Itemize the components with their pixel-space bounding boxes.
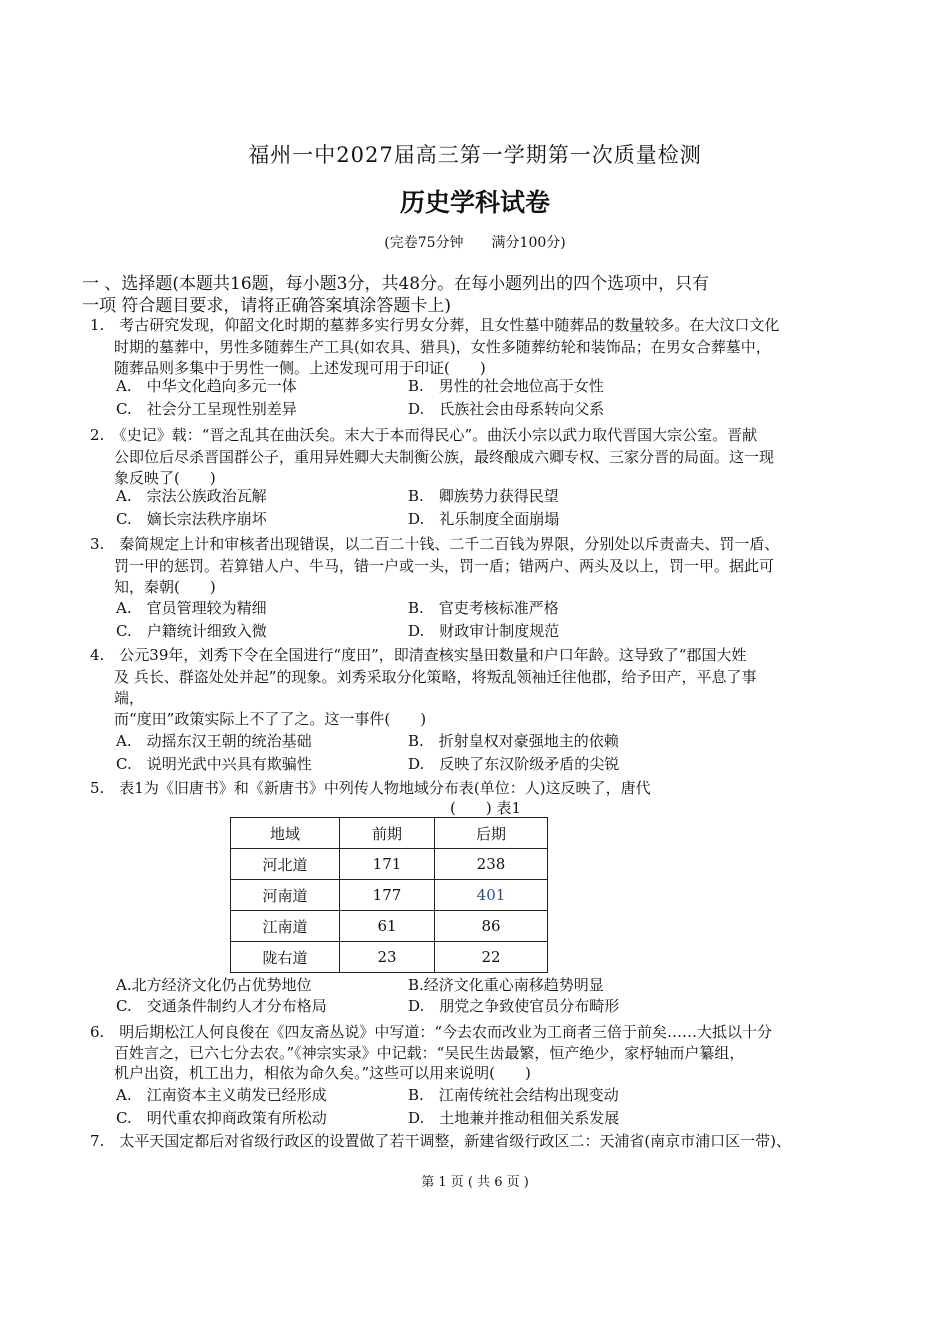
question-3-option-d[interactable]: D. 财政审计制度规范 bbox=[408, 622, 560, 640]
table-row bbox=[231, 911, 548, 942]
question-3-line3: 知，秦朝( ) bbox=[114, 578, 216, 596]
table-row bbox=[231, 849, 548, 880]
question-1-line1: 1. 考古研究发现，仰韶文化时期的墓葬多实行男女分葬，且女性墓中随葬品的数量较多。在大汶口文化 bbox=[90, 316, 780, 334]
section-heading-line2: 一项 符合题目要求，请将正确答案填涂答题卡上) bbox=[82, 296, 452, 316]
question-2-line3: 象反映了( ) bbox=[114, 469, 216, 487]
table-cell: 177 bbox=[340, 880, 435, 911]
question-4-option-c[interactable]: C. 说明光武中兴具有欺骗性 bbox=[116, 755, 312, 773]
question-2-option-d[interactable]: D. 礼乐制度全面崩塌 bbox=[408, 510, 560, 528]
question-1-option-c[interactable]: C. 社会分工呈现性别差异 bbox=[116, 400, 297, 418]
question-2-option-b[interactable]: B. 卿族势力获得民望 bbox=[408, 487, 559, 505]
table-cell: 86 bbox=[435, 911, 548, 942]
table-row bbox=[231, 942, 548, 973]
question-1-line2: 时期的墓葬中，男性多随葬生产工具(如农具、猎具)，女性多随葬纺轮和装饰品；在男女合葬墓中， bbox=[114, 338, 771, 356]
section-heading-line1: 一 、选择题(本题共16题，每小题3分，共48分。在每小题列出的四个选项中，只有 bbox=[82, 274, 710, 294]
question-6-option-a[interactable]: A. 江南资本主义萌发已经形成 bbox=[116, 1086, 327, 1104]
question-1-option-d[interactable]: D. 氏族社会由母系转向父系 bbox=[408, 400, 605, 418]
question-6-option-c[interactable]: C. 明代重农抑商政策有所松动 bbox=[116, 1109, 327, 1127]
question-2-option-c[interactable]: C. 嫡长宗法秩序崩坏 bbox=[116, 510, 267, 528]
question-6-line3: 机户出资，机工出力，相依为命久矣。”这些可以用来说明( ) bbox=[114, 1064, 531, 1082]
question-5-option-c[interactable]: C. 交通条件制约人才分布格局 bbox=[116, 997, 327, 1015]
subject-title: 历史学科试卷 bbox=[399, 188, 550, 217]
table-cell: 陇右道 bbox=[231, 942, 340, 973]
exam-info: (完卷75分钟 满分100分) bbox=[384, 235, 566, 251]
question-1-line3: 随葬品则多集中于男性一侧。上述发现可用于印证( ) bbox=[114, 359, 486, 377]
table-cell: 河南道 bbox=[231, 880, 340, 911]
table-cell: 171 bbox=[340, 849, 435, 880]
question-4-line2: 及 兵长、群盗处处并起”的现象。刘秀采取分化策略，将叛乱领袖迁往他郡，给予田产，平息了事 bbox=[114, 668, 757, 686]
table-cell: 401 bbox=[435, 880, 548, 911]
question-7-line1: 7. 太平天国定都后对省级行政区的设置做了若干调整，新建省级行政区二：天浦省(南京市浦口区一带)、 bbox=[90, 1132, 792, 1150]
question-1-option-a[interactable]: A. 中华文化趋向多元一体 bbox=[116, 377, 297, 395]
question-3-line1: 3. 秦简规定上计和审核者出现错误，以二百二十钱、二千二百钱为界限，分别处以斥责啬夫、罚一盾、 bbox=[90, 535, 780, 553]
table-cell: 江南道 bbox=[231, 911, 340, 942]
table-row bbox=[231, 880, 548, 911]
question-5-option-a[interactable]: A.北方经济文化仍占优势地位 bbox=[116, 976, 312, 994]
exam-title: 福州一中2027届高三第一学期第一次质量检测 bbox=[248, 143, 702, 167]
table-header-cell: 前期 bbox=[340, 818, 435, 849]
table-cell: 238 bbox=[435, 849, 548, 880]
table-cell: 22 bbox=[435, 942, 548, 973]
table-header-cell: 后期 bbox=[435, 818, 548, 849]
page-footer: 第 1 页 ( 共 6 页 ) bbox=[421, 1175, 529, 1190]
question-2-line2: 公即位后尽杀晋国群公子，重用异姓卿大夫制衡公族，最终酿成六卿专权、三家分晋的局面。这一现 bbox=[114, 448, 775, 466]
question-2-line1: 2. 《史记》载：“晋之乱其在曲沃矣。末大于本而得民心”。曲沃小宗以武力取代晋国大宗公室。晋献 bbox=[90, 426, 758, 444]
question-4-line3: 端， bbox=[114, 689, 145, 707]
table-header-cell: 地域 bbox=[231, 818, 340, 849]
question-5-line1: 5. 表1为《旧唐书》和《新唐书》中列传人物地域分布表(单位：人)这反映了，唐代 bbox=[90, 779, 651, 797]
table-header-row bbox=[231, 818, 548, 849]
question-6-line2: 百姓言之，已六七分去农。”《神宗实录》中记载：“吴民生齿最繁，恒产绝少，家杼轴而户纂组， bbox=[114, 1044, 745, 1062]
question-3-option-a[interactable]: A. 官员管理较为精细 bbox=[116, 599, 267, 617]
question-5-option-d[interactable]: D. 朋党之争致使官员分布畸形 bbox=[408, 997, 620, 1015]
question-4-line1: 4. 公元39年，刘秀下令在全国进行“度田”，即清查核实垦田数量和户口年龄。这导致了“郡国大姓 bbox=[90, 646, 747, 664]
question-1-option-b[interactable]: B. 男性的社会地位高于女性 bbox=[408, 377, 604, 395]
question-5-line2: ( ) 表1 bbox=[450, 799, 522, 817]
question-6-line1: 6. 明后期松江人何良俊在《四友斋丛说》中写道：“今去农而改业为工商者三倍于前矣……大抵以十分 bbox=[90, 1023, 772, 1041]
question-6-option-d[interactable]: D. 土地兼并推动租佃关系发展 bbox=[408, 1109, 620, 1127]
question-6-option-b[interactable]: B. 江南传统社会结构出现变动 bbox=[408, 1086, 619, 1104]
question-4-option-a[interactable]: A. 动摇东汉王朝的统治基础 bbox=[116, 732, 312, 750]
question-3-option-b[interactable]: B. 官吏考核标准严格 bbox=[408, 599, 559, 617]
table-cell: 61 bbox=[340, 911, 435, 942]
question-5-option-b[interactable]: B.经济文化重心南移趋势明显 bbox=[408, 976, 604, 994]
question-3-line2: 罚一甲的惩罚。若算错人户、牛马，错一户或一头，罚一盾；错两户、两头及以上，罚一甲。据此可 bbox=[114, 557, 775, 575]
table-cell: 23 bbox=[340, 942, 435, 973]
table-cell: 河北道 bbox=[231, 849, 340, 880]
question-3-option-c[interactable]: C. 户籍统计细致入微 bbox=[116, 622, 267, 640]
question-2-option-a[interactable]: A. 宗法公族政治瓦解 bbox=[116, 487, 267, 505]
question-4-option-b[interactable]: B. 折射皇权对豪强地主的依赖 bbox=[408, 732, 619, 750]
table-1 bbox=[230, 817, 548, 973]
question-4-line4: 而“度田”政策实际上不了了之。这一事件( ) bbox=[114, 710, 427, 728]
question-4-option-d[interactable]: D. 反映了东汉阶级矛盾的尖锐 bbox=[408, 755, 620, 773]
